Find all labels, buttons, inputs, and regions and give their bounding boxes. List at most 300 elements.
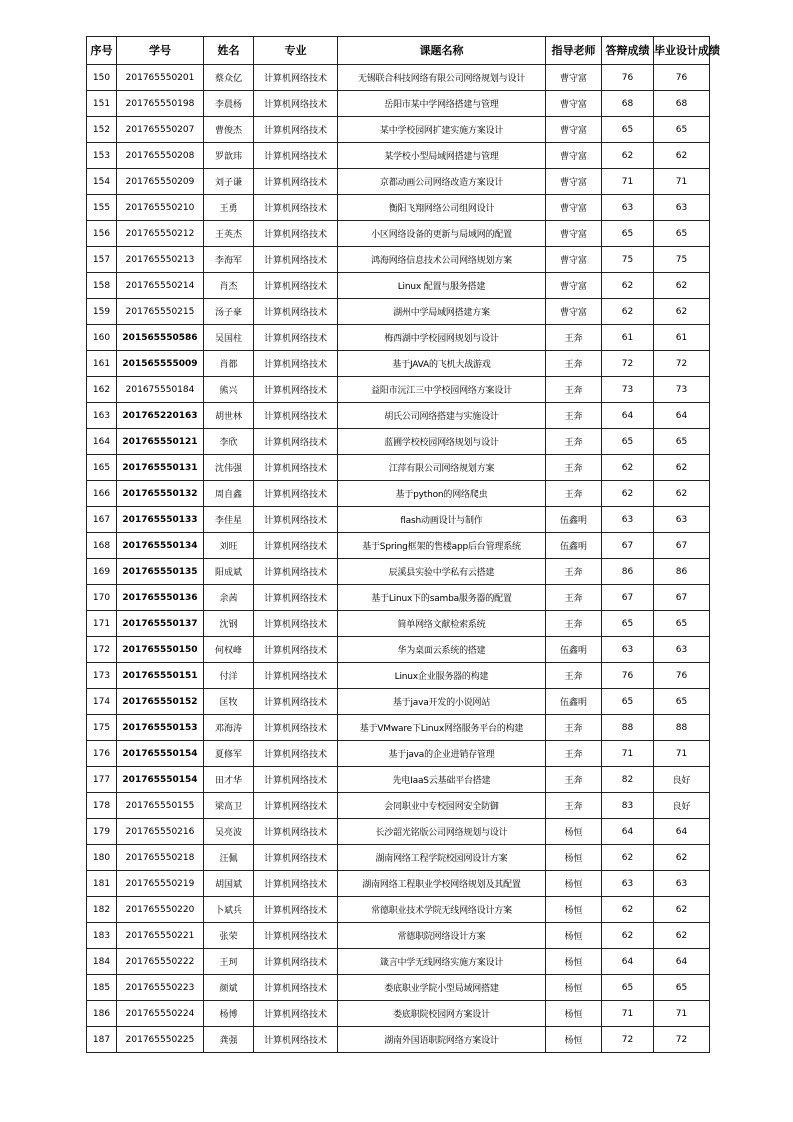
cell-defense-score: 68 <box>602 91 654 117</box>
cell-final-grade: 76 <box>654 65 710 91</box>
cell-defense-score: 67 <box>602 585 654 611</box>
cell-final-grade: 73 <box>654 377 710 403</box>
cell-defense-score: 62 <box>602 299 654 325</box>
cell-advisor: 曹守富 <box>546 299 602 325</box>
cell-student-id: 201765550221 <box>117 923 204 949</box>
cell-name: 夏修军 <box>204 741 254 767</box>
cell-final-grade: 63 <box>654 507 710 533</box>
table-row <box>87 169 710 195</box>
cell-advisor: 曹守富 <box>546 195 602 221</box>
cell-student-id: 201765550224 <box>117 1001 204 1027</box>
cell-index: 178 <box>87 793 117 819</box>
cell-major: 计算机网络技术 <box>254 117 338 143</box>
cell-defense-score: 72 <box>602 1027 654 1053</box>
cell-topic: 常德职业技术学院无线网络设计方案 <box>338 897 546 923</box>
cell-final-grade: 62 <box>654 455 710 481</box>
cell-topic: 基于Linux下的samba服务器的配置 <box>338 585 546 611</box>
cell-index: 152 <box>87 117 117 143</box>
table-row <box>87 1027 710 1053</box>
cell-defense-score: 83 <box>602 793 654 819</box>
cell-name: 沈钢 <box>204 611 254 637</box>
cell-student-id: 201765550151 <box>117 663 204 689</box>
cell-defense-score: 64 <box>602 819 654 845</box>
cell-final-grade: 67 <box>654 533 710 559</box>
cell-student-id: 201765550222 <box>117 949 204 975</box>
cell-student-id: 201765550201 <box>117 65 204 91</box>
cell-major: 计算机网络技术 <box>254 1001 338 1027</box>
table-row <box>87 559 710 585</box>
cell-topic: 娄底职业学院小型局域网搭建 <box>338 975 546 1001</box>
cell-name: 胡世林 <box>204 403 254 429</box>
cell-final-grade: 62 <box>654 481 710 507</box>
cell-index: 167 <box>87 507 117 533</box>
cell-major: 计算机网络技术 <box>254 455 338 481</box>
cell-topic: 益阳市沅江三中学校园网络方案设计 <box>338 377 546 403</box>
cell-defense-score: 71 <box>602 1001 654 1027</box>
cell-advisor: 伍鑫明 <box>546 637 602 663</box>
cell-topic: 常德职院网络设计方案 <box>338 923 546 949</box>
cell-index: 154 <box>87 169 117 195</box>
cell-defense-score: 63 <box>602 195 654 221</box>
cell-student-id: 201765550150 <box>117 637 204 663</box>
header-major: 专业 <box>254 37 338 65</box>
cell-student-id: 201765550133 <box>117 507 204 533</box>
cell-topic: 衡阳飞翔网络公司组网设计 <box>338 195 546 221</box>
cell-major: 计算机网络技术 <box>254 663 338 689</box>
cell-advisor: 王奔 <box>546 715 602 741</box>
cell-index: 159 <box>87 299 117 325</box>
cell-index: 184 <box>87 949 117 975</box>
cell-advisor: 王奔 <box>546 377 602 403</box>
cell-student-id: 201565555009 <box>117 351 204 377</box>
header-name: 姓名 <box>204 37 254 65</box>
cell-student-id: 201765550134 <box>117 533 204 559</box>
table-row <box>87 221 710 247</box>
table-header-row <box>87 37 710 65</box>
cell-major: 计算机网络技术 <box>254 585 338 611</box>
table-row <box>87 637 710 663</box>
cell-index: 186 <box>87 1001 117 1027</box>
cell-name: 周自鑫 <box>204 481 254 507</box>
table-row <box>87 1001 710 1027</box>
cell-advisor: 曹守富 <box>546 143 602 169</box>
table-row <box>87 65 710 91</box>
cell-defense-score: 71 <box>602 741 654 767</box>
cell-major: 计算机网络技术 <box>254 715 338 741</box>
cell-defense-score: 65 <box>602 117 654 143</box>
cell-name: 邓海涛 <box>204 715 254 741</box>
cell-index: 187 <box>87 1027 117 1053</box>
cell-advisor: 杨恒 <box>546 1027 602 1053</box>
cell-topic: Linux企业服务器的构建 <box>338 663 546 689</box>
cell-defense-score: 65 <box>602 975 654 1001</box>
cell-advisor: 杨恒 <box>546 897 602 923</box>
cell-major: 计算机网络技术 <box>254 247 338 273</box>
cell-topic: 基于java的企业进销存管理 <box>338 741 546 767</box>
cell-name: 王珂 <box>204 949 254 975</box>
cell-student-id: 201765550121 <box>117 429 204 455</box>
table-row <box>87 871 710 897</box>
cell-name: 余茜 <box>204 585 254 611</box>
header-advisor: 指导老师 <box>546 37 602 65</box>
cell-major: 计算机网络技术 <box>254 689 338 715</box>
cell-advisor: 王奔 <box>546 429 602 455</box>
table-row <box>87 923 710 949</box>
cell-topic: 某中学校园网扩建实施方案设计 <box>338 117 546 143</box>
table-row <box>87 507 710 533</box>
cell-advisor: 王奔 <box>546 741 602 767</box>
cell-student-id: 201765550209 <box>117 169 204 195</box>
cell-name: 梁高卫 <box>204 793 254 819</box>
cell-topic: 蓝圃学校校园网络规划与设计 <box>338 429 546 455</box>
cell-index: 185 <box>87 975 117 1001</box>
cell-final-grade: 62 <box>654 143 710 169</box>
cell-major: 计算机网络技术 <box>254 221 338 247</box>
cell-defense-score: 62 <box>602 897 654 923</box>
cell-index: 151 <box>87 91 117 117</box>
cell-index: 164 <box>87 429 117 455</box>
cell-topic: 会同职业中专校园网安全防御 <box>338 793 546 819</box>
cell-name: 刘子谦 <box>204 169 254 195</box>
cell-major: 计算机网络技术 <box>254 871 338 897</box>
cell-student-id: 201765550135 <box>117 559 204 585</box>
cell-index: 180 <box>87 845 117 871</box>
cell-final-grade: 71 <box>654 1001 710 1027</box>
cell-topic: 湖南网络工程职业学校网络规划及其配置 <box>338 871 546 897</box>
header-student-id: 学号 <box>117 37 204 65</box>
table-row <box>87 403 710 429</box>
cell-final-grade: 良好 <box>654 767 710 793</box>
cell-student-id: 201765550210 <box>117 195 204 221</box>
cell-index: 162 <box>87 377 117 403</box>
cell-topic: 基于python的网络爬虫 <box>338 481 546 507</box>
cell-student-id: 201765550225 <box>117 1027 204 1053</box>
table-row <box>87 273 710 299</box>
table-row <box>87 117 710 143</box>
cell-topic: 先电IaaS云基础平台搭建 <box>338 767 546 793</box>
cell-major: 计算机网络技术 <box>254 429 338 455</box>
cell-index: 168 <box>87 533 117 559</box>
table-row <box>87 689 710 715</box>
cell-index: 153 <box>87 143 117 169</box>
cell-student-id: 201765550153 <box>117 715 204 741</box>
cell-index: 165 <box>87 455 117 481</box>
cell-topic: 箴言中学无线网络实施方案设计 <box>338 949 546 975</box>
table-row <box>87 247 710 273</box>
cell-index: 172 <box>87 637 117 663</box>
cell-final-grade: 65 <box>654 117 710 143</box>
grade-table <box>86 36 720 1053</box>
cell-final-grade: 68 <box>654 91 710 117</box>
cell-index: 174 <box>87 689 117 715</box>
cell-final-grade: 62 <box>654 299 710 325</box>
table-row <box>87 949 710 975</box>
cell-index: 163 <box>87 403 117 429</box>
cell-major: 计算机网络技术 <box>254 845 338 871</box>
cell-topic: 基于JAVA的飞机大战游戏 <box>338 351 546 377</box>
cell-defense-score: 86 <box>602 559 654 585</box>
cell-topic: 小区网络设备的更新与局域网的配置 <box>338 221 546 247</box>
cell-student-id: 201675550184 <box>117 377 204 403</box>
cell-topic: 湖南外国语职院网络方案设计 <box>338 1027 546 1053</box>
cell-major: 计算机网络技术 <box>254 91 338 117</box>
cell-index: 156 <box>87 221 117 247</box>
cell-topic: 江萍有限公司网络规划方案 <box>338 455 546 481</box>
cell-name: 阳成斌 <box>204 559 254 585</box>
cell-student-id: 201765550212 <box>117 221 204 247</box>
cell-name: 吴亮波 <box>204 819 254 845</box>
cell-final-grade: 65 <box>654 975 710 1001</box>
cell-advisor: 曹守富 <box>546 169 602 195</box>
cell-defense-score: 62 <box>602 845 654 871</box>
cell-topic: 某学校小型局域网搭建与管理 <box>338 143 546 169</box>
cell-index: 170 <box>87 585 117 611</box>
cell-student-id: 201765550131 <box>117 455 204 481</box>
cell-advisor: 杨恒 <box>546 845 602 871</box>
cell-major: 计算机网络技术 <box>254 637 338 663</box>
cell-index: 166 <box>87 481 117 507</box>
cell-major: 计算机网络技术 <box>254 351 338 377</box>
table-row <box>87 741 710 767</box>
header-defense-score: 答辩成绩 <box>602 37 654 65</box>
cell-name: 王英杰 <box>204 221 254 247</box>
cell-name: 李晨杨 <box>204 91 254 117</box>
cell-student-id: 201765550152 <box>117 689 204 715</box>
cell-advisor: 杨恒 <box>546 949 602 975</box>
cell-student-id: 201765550207 <box>117 117 204 143</box>
table-row <box>87 897 710 923</box>
cell-final-grade: 64 <box>654 403 710 429</box>
cell-final-grade: 71 <box>654 741 710 767</box>
cell-index: 169 <box>87 559 117 585</box>
cell-defense-score: 62 <box>602 481 654 507</box>
cell-name: 何权峰 <box>204 637 254 663</box>
cell-defense-score: 61 <box>602 325 654 351</box>
cell-topic: 华为桌面云系统的搭建 <box>338 637 546 663</box>
cell-index: 176 <box>87 741 117 767</box>
cell-major: 计算机网络技术 <box>254 611 338 637</box>
cell-index: 150 <box>87 65 117 91</box>
table-row <box>87 715 710 741</box>
cell-major: 计算机网络技术 <box>254 793 338 819</box>
cell-advisor: 王奔 <box>546 611 602 637</box>
cell-final-grade: 63 <box>654 195 710 221</box>
cell-advisor: 曹守富 <box>546 221 602 247</box>
cell-major: 计算机网络技术 <box>254 169 338 195</box>
cell-defense-score: 63 <box>602 637 654 663</box>
cell-final-grade: 65 <box>654 221 710 247</box>
cell-major: 计算机网络技术 <box>254 949 338 975</box>
cell-name: 王勇 <box>204 195 254 221</box>
table-row <box>87 585 710 611</box>
cell-major: 计算机网络技术 <box>254 1027 338 1053</box>
cell-name: 付洋 <box>204 663 254 689</box>
cell-advisor: 王奔 <box>546 767 602 793</box>
cell-defense-score: 65 <box>602 429 654 455</box>
cell-final-grade: 62 <box>654 273 710 299</box>
cell-name: 李海军 <box>204 247 254 273</box>
table-row <box>87 325 710 351</box>
cell-advisor: 王奔 <box>546 351 602 377</box>
cell-advisor: 王奔 <box>546 663 602 689</box>
cell-topic: 无锡联合科技网络有限公司网络规划与设计 <box>338 65 546 91</box>
cell-name: 田才华 <box>204 767 254 793</box>
cell-defense-score: 62 <box>602 143 654 169</box>
table-row <box>87 533 710 559</box>
cell-final-grade: 86 <box>654 559 710 585</box>
cell-major: 计算机网络技术 <box>254 299 338 325</box>
cell-index: 177 <box>87 767 117 793</box>
cell-name: 沈伟强 <box>204 455 254 481</box>
cell-defense-score: 82 <box>602 767 654 793</box>
cell-student-id: 201765550137 <box>117 611 204 637</box>
cell-final-grade: 75 <box>654 247 710 273</box>
cell-final-grade: 61 <box>654 325 710 351</box>
cell-defense-score: 62 <box>602 455 654 481</box>
cell-advisor: 王奔 <box>546 455 602 481</box>
cell-advisor: 曹守富 <box>546 65 602 91</box>
cell-name: 匡牧 <box>204 689 254 715</box>
cell-defense-score: 64 <box>602 949 654 975</box>
cell-advisor: 杨恒 <box>546 871 602 897</box>
cell-name: 汪佩 <box>204 845 254 871</box>
cell-student-id: 201765550208 <box>117 143 204 169</box>
cell-advisor: 曹守富 <box>546 273 602 299</box>
cell-topic: 娄底职院校园网方案设计 <box>338 1001 546 1027</box>
cell-name: 李佳星 <box>204 507 254 533</box>
cell-major: 计算机网络技术 <box>254 819 338 845</box>
cell-advisor: 伍鑫明 <box>546 689 602 715</box>
cell-defense-score: 71 <box>602 169 654 195</box>
cell-name: 卜斌兵 <box>204 897 254 923</box>
cell-advisor: 杨恒 <box>546 975 602 1001</box>
table-row <box>87 143 710 169</box>
header-index: 序号 <box>87 37 117 65</box>
cell-student-id: 201765550214 <box>117 273 204 299</box>
cell-name: 蔡众亿 <box>204 65 254 91</box>
cell-topic: 胡氏公司网络搭建与实施设计 <box>338 403 546 429</box>
cell-topic: 基于java开发的小说网站 <box>338 689 546 715</box>
cell-topic: 湖南网络工程学院校园网设计方案 <box>338 845 546 871</box>
cell-topic: 简单网络文献检索系统 <box>338 611 546 637</box>
cell-advisor: 杨恒 <box>546 923 602 949</box>
table-row <box>87 195 710 221</box>
table-body <box>87 65 710 1053</box>
cell-major: 计算机网络技术 <box>254 481 338 507</box>
cell-student-id: 201765550213 <box>117 247 204 273</box>
cell-major: 计算机网络技术 <box>254 767 338 793</box>
cell-advisor: 王奔 <box>546 559 602 585</box>
cell-final-grade: 62 <box>654 845 710 871</box>
cell-name: 龚强 <box>204 1027 254 1053</box>
header-topic: 课题名称 <box>338 37 546 65</box>
cell-name: 肖都 <box>204 351 254 377</box>
cell-student-id: 201765550132 <box>117 481 204 507</box>
cell-final-grade: 88 <box>654 715 710 741</box>
cell-advisor: 曹守富 <box>546 117 602 143</box>
cell-final-grade: 76 <box>654 663 710 689</box>
table-row <box>87 975 710 1001</box>
cell-student-id: 201765550154 <box>117 741 204 767</box>
cell-advisor: 王奔 <box>546 403 602 429</box>
cell-defense-score: 62 <box>602 923 654 949</box>
cell-final-grade: 71 <box>654 169 710 195</box>
cell-defense-score: 65 <box>602 689 654 715</box>
cell-name: 曹俊杰 <box>204 117 254 143</box>
cell-student-id: 201765550198 <box>117 91 204 117</box>
table-row <box>87 351 710 377</box>
cell-major: 计算机网络技术 <box>254 975 338 1001</box>
cell-final-grade: 65 <box>654 611 710 637</box>
cell-index: 175 <box>87 715 117 741</box>
cell-name: 杨博 <box>204 1001 254 1027</box>
cell-student-id: 201765550136 <box>117 585 204 611</box>
cell-final-grade: 62 <box>654 897 710 923</box>
cell-final-grade: 64 <box>654 819 710 845</box>
cell-final-grade: 62 <box>654 923 710 949</box>
cell-name: 李欣 <box>204 429 254 455</box>
cell-major: 计算机网络技术 <box>254 507 338 533</box>
cell-index: 161 <box>87 351 117 377</box>
cell-major: 计算机网络技术 <box>254 533 338 559</box>
cell-name: 胡国斌 <box>204 871 254 897</box>
cell-index: 157 <box>87 247 117 273</box>
cell-index: 181 <box>87 871 117 897</box>
table-row <box>87 793 710 819</box>
cell-major: 计算机网络技术 <box>254 923 338 949</box>
cell-advisor: 曹守富 <box>546 91 602 117</box>
cell-name: 张荣 <box>204 923 254 949</box>
cell-student-id: 201765550155 <box>117 793 204 819</box>
cell-index: 160 <box>87 325 117 351</box>
cell-index: 182 <box>87 897 117 923</box>
cell-advisor: 王奔 <box>546 325 602 351</box>
cell-student-id: 201765550223 <box>117 975 204 1001</box>
cell-final-grade: 72 <box>654 351 710 377</box>
table-row <box>87 299 710 325</box>
cell-defense-score: 76 <box>602 663 654 689</box>
cell-defense-score: 67 <box>602 533 654 559</box>
cell-final-grade: 65 <box>654 429 710 455</box>
cell-topic: 基于Spring框架的售楼app后台管理系统 <box>338 533 546 559</box>
cell-index: 155 <box>87 195 117 221</box>
cell-advisor: 伍鑫明 <box>546 533 602 559</box>
table-row <box>87 91 710 117</box>
cell-topic: 基于VMware下Linux网络服务平台的构建 <box>338 715 546 741</box>
cell-final-grade: 64 <box>654 949 710 975</box>
cell-major: 计算机网络技术 <box>254 325 338 351</box>
cell-name: 罗歆玮 <box>204 143 254 169</box>
table-row <box>87 767 710 793</box>
cell-index: 183 <box>87 923 117 949</box>
cell-topic: flash动画设计与制作 <box>338 507 546 533</box>
cell-student-id: 201765550154 <box>117 767 204 793</box>
cell-student-id: 201765550218 <box>117 845 204 871</box>
cell-final-grade: 63 <box>654 871 710 897</box>
cell-defense-score: 76 <box>602 65 654 91</box>
table-row <box>87 455 710 481</box>
cell-index: 173 <box>87 663 117 689</box>
cell-topic: 长沙韶光铭版公司网络规划与设计 <box>338 819 546 845</box>
cell-defense-score: 63 <box>602 871 654 897</box>
cell-name: 刘旺 <box>204 533 254 559</box>
cell-advisor: 曹守富 <box>546 247 602 273</box>
cell-defense-score: 75 <box>602 247 654 273</box>
cell-major: 计算机网络技术 <box>254 65 338 91</box>
cell-advisor: 杨恒 <box>546 819 602 845</box>
cell-topic: 梅西湖中学校园网规划与设计 <box>338 325 546 351</box>
cell-final-grade: 65 <box>654 689 710 715</box>
